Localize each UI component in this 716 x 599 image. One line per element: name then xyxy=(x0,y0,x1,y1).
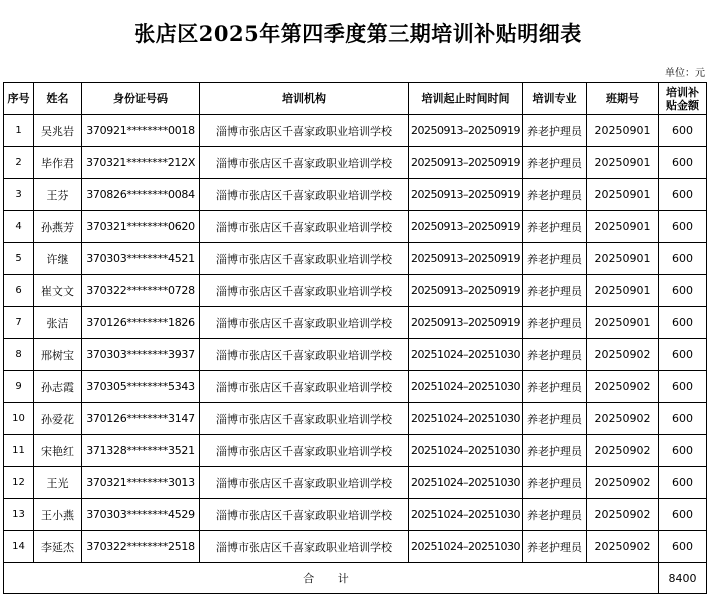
cell-org: 淄博市张店区千喜家政职业培训学校 xyxy=(200,115,409,147)
cell-org: 淄博市张店区千喜家政职业培训学校 xyxy=(200,467,409,499)
table-row xyxy=(4,307,707,339)
cell-id-number: 370126********1826 xyxy=(82,307,200,339)
cell-major: 养老护理员 xyxy=(523,435,587,467)
header-name: 姓名 xyxy=(34,83,82,115)
cell-seq: 3 xyxy=(4,179,34,211)
header-class: 班期号 xyxy=(587,83,659,115)
cell-major: 养老护理员 xyxy=(523,371,587,403)
total-label xyxy=(4,563,659,594)
total-row xyxy=(4,563,707,594)
cell-seq: 6 xyxy=(4,275,34,307)
cell-id-number: 370303********4529 xyxy=(82,499,200,531)
cell-class: 20250901 xyxy=(587,275,659,307)
cell-period: 20251024–20251030 xyxy=(409,467,523,499)
cell-amount: 600 xyxy=(659,147,707,179)
table-row xyxy=(4,371,707,403)
cell-org: 淄博市张店区千喜家政职业培训学校 xyxy=(200,499,409,531)
cell-name: 孙志霞 xyxy=(34,371,82,403)
table-row xyxy=(4,147,707,179)
cell-amount: 600 xyxy=(659,371,707,403)
cell-period: 20251024–20251030 xyxy=(409,371,523,403)
cell-major: 养老护理员 xyxy=(523,531,587,563)
cell-major: 养老护理员 xyxy=(523,179,587,211)
cell-class: 20250902 xyxy=(587,339,659,371)
cell-org: 淄博市张店区千喜家政职业培训学校 xyxy=(200,403,409,435)
table-row xyxy=(4,339,707,371)
page-title: 张店区2025年第四季度第三期培训补贴明细表 xyxy=(134,21,582,46)
header-amount-line1: 培训补 xyxy=(666,85,699,99)
header-amount xyxy=(659,83,707,115)
cell-name: 吴兆岩 xyxy=(34,115,82,147)
cell-name: 邢树宝 xyxy=(34,339,82,371)
cell-period: 20251024–20251030 xyxy=(409,339,523,371)
cell-period: 20251024–20251030 xyxy=(409,531,523,563)
cell-class: 20250902 xyxy=(587,531,659,563)
cell-org: 淄博市张店区千喜家政职业培训学校 xyxy=(200,147,409,179)
cell-org: 淄博市张店区千喜家政职业培训学校 xyxy=(200,531,409,563)
cell-amount: 600 xyxy=(659,211,707,243)
cell-seq: 9 xyxy=(4,371,34,403)
cell-org: 淄博市张店区千喜家政职业培训学校 xyxy=(200,307,409,339)
cell-class: 20250901 xyxy=(587,115,659,147)
cell-amount: 600 xyxy=(659,435,707,467)
table-row xyxy=(4,179,707,211)
cell-major: 养老护理员 xyxy=(523,499,587,531)
cell-amount: 600 xyxy=(659,115,707,147)
total-label-text: 合 计 xyxy=(303,572,359,585)
header-id: 身份证号码 xyxy=(82,83,200,115)
cell-period: 20250913–20250919 xyxy=(409,211,523,243)
table-row xyxy=(4,403,707,435)
header-seq: 序号 xyxy=(4,83,34,115)
cell-amount: 600 xyxy=(659,339,707,371)
cell-seq: 13 xyxy=(4,499,34,531)
cell-period: 20250913–20250919 xyxy=(409,147,523,179)
cell-name: 孙燕芳 xyxy=(34,211,82,243)
cell-amount: 600 xyxy=(659,243,707,275)
cell-id-number: 370321********212X xyxy=(82,147,200,179)
cell-name: 毕作君 xyxy=(34,147,82,179)
table-row xyxy=(4,115,707,147)
cell-name: 王光 xyxy=(34,467,82,499)
table-header-row xyxy=(4,83,707,115)
cell-id-number: 370303********3937 xyxy=(82,339,200,371)
cell-period: 20250913–20250919 xyxy=(409,179,523,211)
table-row xyxy=(4,275,707,307)
cell-name: 许继 xyxy=(34,243,82,275)
cell-org: 淄博市张店区千喜家政职业培训学校 xyxy=(200,339,409,371)
cell-class: 20250902 xyxy=(587,435,659,467)
subsidy-table xyxy=(3,82,707,594)
cell-seq: 1 xyxy=(4,115,34,147)
cell-id-number: 370826********0084 xyxy=(82,179,200,211)
cell-id-number: 370321********0620 xyxy=(82,211,200,243)
cell-class: 20250902 xyxy=(587,499,659,531)
cell-major: 养老护理员 xyxy=(523,467,587,499)
cell-name: 孙爱花 xyxy=(34,403,82,435)
table-body xyxy=(4,115,707,563)
cell-major: 养老护理员 xyxy=(523,339,587,371)
cell-period: 20250913–20250919 xyxy=(409,275,523,307)
unit-label: 单位：元 xyxy=(665,68,705,79)
total-amount: 8400 xyxy=(659,563,707,594)
cell-seq: 12 xyxy=(4,467,34,499)
cell-org: 淄博市张店区千喜家政职业培训学校 xyxy=(200,243,409,275)
cell-seq: 7 xyxy=(4,307,34,339)
cell-seq: 4 xyxy=(4,211,34,243)
cell-major: 养老护理员 xyxy=(523,115,587,147)
cell-class: 20250902 xyxy=(587,467,659,499)
cell-class: 20250901 xyxy=(587,307,659,339)
cell-major: 养老护理员 xyxy=(523,307,587,339)
cell-class: 20250901 xyxy=(587,211,659,243)
cell-class: 20250902 xyxy=(587,371,659,403)
cell-amount: 600 xyxy=(659,499,707,531)
cell-major: 养老护理员 xyxy=(523,403,587,435)
cell-amount: 600 xyxy=(659,467,707,499)
cell-org: 淄博市张店区千喜家政职业培训学校 xyxy=(200,275,409,307)
header-period: 培训起止时间时间 xyxy=(409,83,523,115)
cell-period: 20251024–20251030 xyxy=(409,403,523,435)
table-row xyxy=(4,243,707,275)
header-major: 培训专业 xyxy=(523,83,587,115)
cell-org: 淄博市张店区千喜家政职业培训学校 xyxy=(200,179,409,211)
cell-seq: 2 xyxy=(4,147,34,179)
table-row xyxy=(4,211,707,243)
cell-major: 养老护理员 xyxy=(523,147,587,179)
cell-org: 淄博市张店区千喜家政职业培训学校 xyxy=(200,435,409,467)
cell-id-number: 370322********2518 xyxy=(82,531,200,563)
cell-seq: 8 xyxy=(4,339,34,371)
cell-name: 崔文文 xyxy=(34,275,82,307)
table-row xyxy=(4,499,707,531)
cell-period: 20250913–20250919 xyxy=(409,243,523,275)
cell-seq: 11 xyxy=(4,435,34,467)
cell-name: 张洁 xyxy=(34,307,82,339)
cell-amount: 600 xyxy=(659,179,707,211)
table-row xyxy=(4,435,707,467)
cell-seq: 14 xyxy=(4,531,34,563)
cell-id-number: 370322********0728 xyxy=(82,275,200,307)
cell-id-number: 370321********3013 xyxy=(82,467,200,499)
cell-id-number: 370303********4521 xyxy=(82,243,200,275)
cell-amount: 600 xyxy=(659,531,707,563)
cell-period: 20250913–20250919 xyxy=(409,115,523,147)
cell-class: 20250902 xyxy=(587,403,659,435)
cell-name: 王芬 xyxy=(34,179,82,211)
cell-org: 淄博市张店区千喜家政职业培训学校 xyxy=(200,371,409,403)
cell-amount: 600 xyxy=(659,275,707,307)
cell-id-number: 371328********3521 xyxy=(82,435,200,467)
cell-period: 20250913–20250919 xyxy=(409,307,523,339)
cell-amount: 600 xyxy=(659,403,707,435)
cell-amount: 600 xyxy=(659,307,707,339)
table-row xyxy=(4,467,707,499)
cell-seq: 10 xyxy=(4,403,34,435)
cell-id-number: 370921********0018 xyxy=(82,115,200,147)
cell-seq: 5 xyxy=(4,243,34,275)
cell-class: 20250901 xyxy=(587,147,659,179)
cell-major: 养老护理员 xyxy=(523,211,587,243)
cell-major: 养老护理员 xyxy=(523,243,587,275)
cell-period: 20251024–20251030 xyxy=(409,435,523,467)
cell-period: 20251024–20251030 xyxy=(409,499,523,531)
header-amount-line2: 贴金额 xyxy=(666,98,699,112)
cell-id-number: 370305********5343 xyxy=(82,371,200,403)
header-org: 培训机构 xyxy=(200,83,409,115)
table-row xyxy=(4,531,707,563)
cell-class: 20250901 xyxy=(587,243,659,275)
cell-org: 淄博市张店区千喜家政职业培训学校 xyxy=(200,211,409,243)
cell-name: 王小燕 xyxy=(34,499,82,531)
cell-name: 李延杰 xyxy=(34,531,82,563)
cell-class: 20250901 xyxy=(587,179,659,211)
cell-major: 养老护理员 xyxy=(523,275,587,307)
cell-id-number: 370126********3147 xyxy=(82,403,200,435)
cell-name: 宋艳红 xyxy=(34,435,82,467)
